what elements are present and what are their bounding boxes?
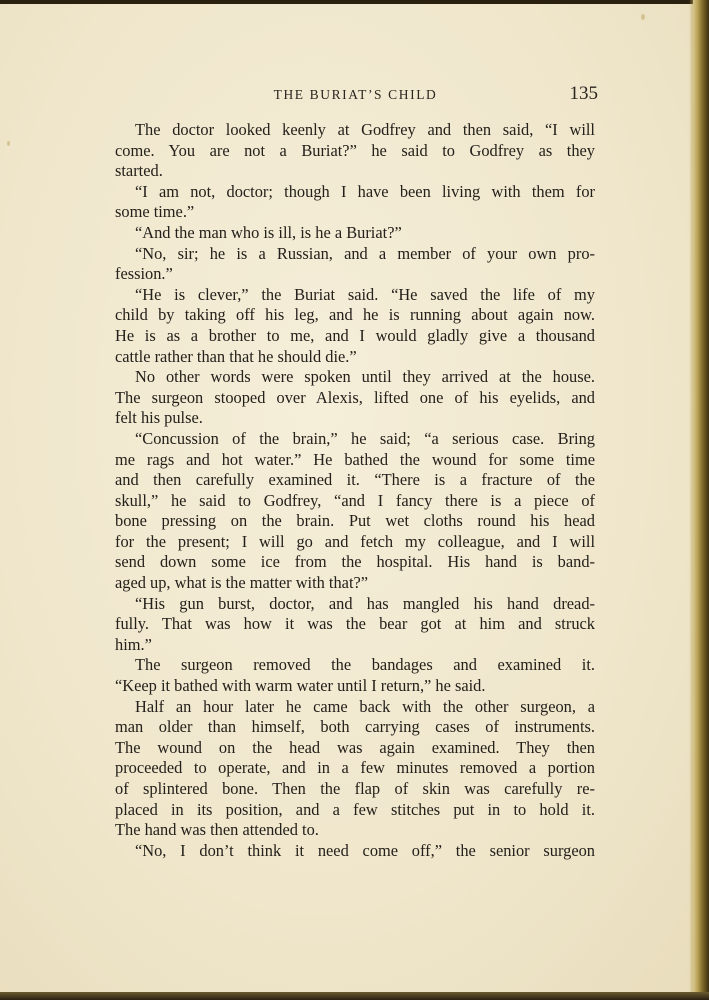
text-line: He is as a brother to me, and I would gladly give a thousand [115, 325, 595, 345]
text-line: man older than himself, both carrying cases of instruments. [115, 717, 595, 737]
text-line: “No, I don’t think it need come off,” the senior surgeon [135, 840, 595, 860]
text-line: The surgeon stooped over Alexis, lifted one of his eyelids, and [115, 387, 595, 407]
text-line: Half an hour later he came back with the other surgeon, a [135, 696, 595, 716]
text-line: bone pressing on the brain. Put wet cloths round his head [115, 511, 595, 531]
text-line: skull,” he said to Godfrey, “and I fancy there is a piece of [115, 490, 595, 510]
text-line: send down some ice from the hospital. His hand is band- [115, 552, 595, 572]
paper-speck [641, 14, 645, 20]
text-line: child by taking off his leg, and he is running about again now. [115, 305, 595, 325]
text-line: The doctor looked keenly at Godfrey and then said, “I will [135, 120, 595, 139]
text-line: “And the man who is ill, is he a Buriat?” [135, 222, 402, 242]
page-bottom-edge [0, 992, 709, 1000]
text-line: No other words were spoken until they arrived at the house. [135, 367, 595, 387]
running-title: THE BURIAT’S CHILD [273, 87, 438, 102]
text-line: aged up, what is the matter with that?” [115, 573, 369, 593]
text-line: come. You are not a Buriat?” he said to Godfrey as they [115, 140, 595, 160]
page-number: 135 [569, 83, 598, 104]
text-line: him.” [115, 634, 152, 654]
running-head [113, 83, 598, 107]
text-line: some time.” [115, 202, 195, 222]
text-line: “He is clever,” the Buriat said. “He saved the life of my [135, 284, 595, 304]
text-line: placed in its position, and a few stitches put in to hold it. [115, 799, 595, 819]
page-top-edge [0, 0, 709, 4]
text-line: me rags and hot water.” He bathed the wound for some time [115, 449, 595, 469]
paper-speck [7, 141, 10, 146]
body-text [115, 120, 595, 861]
text-line: cattle rather than that he should die.” [115, 346, 357, 366]
text-line: “I am not, doctor; though I have been living with them for [135, 181, 595, 201]
text-line: proceeded to operate, and in a few minutes removed a portion [115, 758, 595, 778]
text-line: The wound on the head was again examined. They then [115, 737, 595, 757]
page-fore-edge [693, 0, 709, 1000]
text-line: for the present; I will go and fetch my colleague, and I will [115, 531, 595, 551]
text-line: felt his pulse. [115, 408, 203, 428]
text-line: fession.” [115, 264, 173, 284]
text-line: “Concussion of the brain,” he said; “a serious case. Bring [135, 428, 595, 448]
text-line: “Keep it bathed with warm water until I return,” he said. [115, 676, 486, 696]
text-line: fully. That was how it was the bear got at him and struck [115, 614, 595, 634]
text-line: of splintered bone. Then the flap of skin was carefully re- [115, 779, 595, 798]
text-line: and then carefully examined it. “There is a fracture of the [115, 470, 595, 490]
text-line: “No, sir; he is a Russian, and a member of your own pro- [135, 243, 595, 263]
text-line: The surgeon removed the bandages and examined it. [135, 655, 595, 675]
text-line: started. [115, 161, 163, 181]
text-line: “His gun burst, doctor, and has mangled his hand dread- [135, 593, 595, 613]
text-line: The hand was then attended to. [115, 820, 319, 840]
